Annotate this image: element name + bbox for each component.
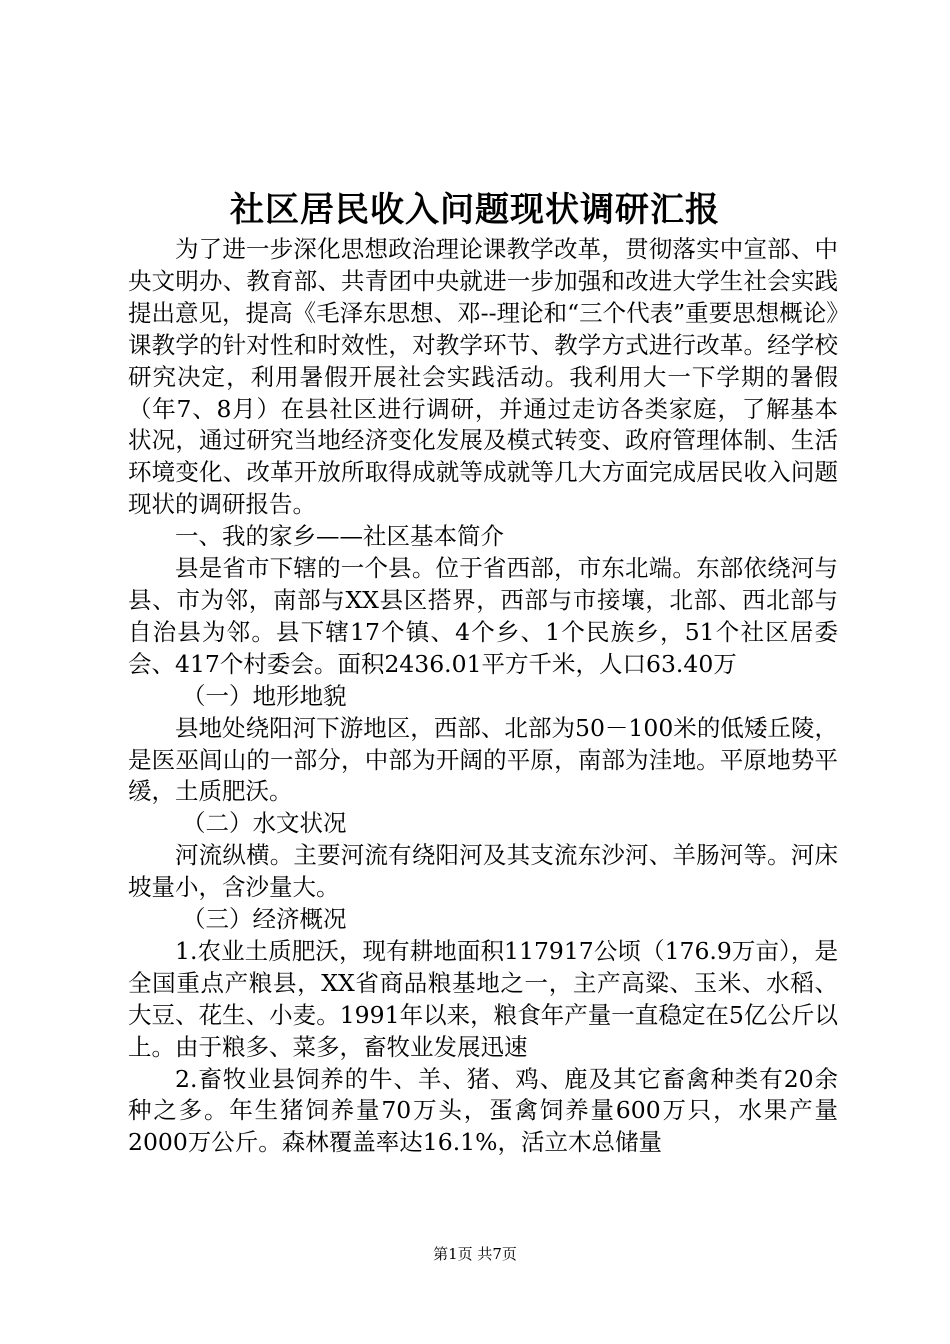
livestock-paragraph: 2.畜牧业县饲养的牛、羊、猪、鸡、鹿及其它畜禽种类有20余种之多。年生猪饲养量70万头，蛋禽饲养量600万只，水果产量2000万公斤。森林覆盖率达16.1%，活立木总储量 bbox=[128, 1064, 838, 1157]
subsection-heading-hydrology: （二）水文状况 bbox=[182, 809, 347, 838]
subsection-heading-economy: （三）经济概况 bbox=[182, 905, 347, 934]
document-title: 社区居民收入问题现状调研汇报 bbox=[230, 190, 720, 230]
subsection-heading-terrain: （一）地形地貌 bbox=[182, 681, 347, 710]
intro-paragraph: 为了进一步深化思想政治理论课教学改革，贯彻落实中宣部、中央文明办、教育部、共青团中央就进一步加强和改进大学生社会实践提出意见，提高《毛泽东思想、邓--理论和“三个代表”重要思想概论》课教学的针对性和时效性，对教学环节、教学方式进行改革。经学校研究决定，利用暑假开展社会实践活动。我利用大一下学期的暑假（年7、8月）在县社区进行调研，并通过走访各类家庭，了解基本状况，通过研究当地经济变化发展及模式转变、政府管理体制、生活环境变化、改革开放所取得成就等成就等几大方面完成居民收入问题现状的调研报告。 bbox=[128, 235, 838, 519]
hydrology-paragraph: 河流纵横。主要河流有绕阳河及其支流东沙河、羊肠河等。河床坡量小，含沙量大。 bbox=[128, 841, 838, 902]
page-footer: 第1页 共7页 bbox=[433, 1245, 517, 1263]
terrain-paragraph: 县地处绕阳河下游地区，西部、北部为50－100米的低矮丘陵，是医巫闾山的一部分，中部为开阔的平原，南部为洼地。平原地势平缓，土质肥沃。 bbox=[128, 713, 838, 806]
agriculture-paragraph: 1.农业土质肥沃，现有耕地面积117917公顷（176.9万亩），是全国重点产粮县，XX省商品粮基地之一，主产高粱、玉米、水稻、大豆、花生、小麦。1991年以来，粮食年产量一直稳定在5亿公斤以上。由于粮多、菜多，畜牧业发展迅速 bbox=[128, 936, 838, 1061]
document-body bbox=[128, 234, 838, 1159]
county-overview-paragraph: 县是省市下辖的一个县。位于省西部，市东北端。东部依绕河与县、市为邻，南部与XX县区搭界，西部与市接壤，北部、西北部与自治县为邻。县下辖17个镇、4个乡、1个民族乡，51个社区居委会、417个村委会。面积2436.01平方千米，人口63.40万 bbox=[128, 554, 838, 678]
section-heading-hometown: 一、我的家乡——社区基本简介 bbox=[175, 522, 504, 551]
